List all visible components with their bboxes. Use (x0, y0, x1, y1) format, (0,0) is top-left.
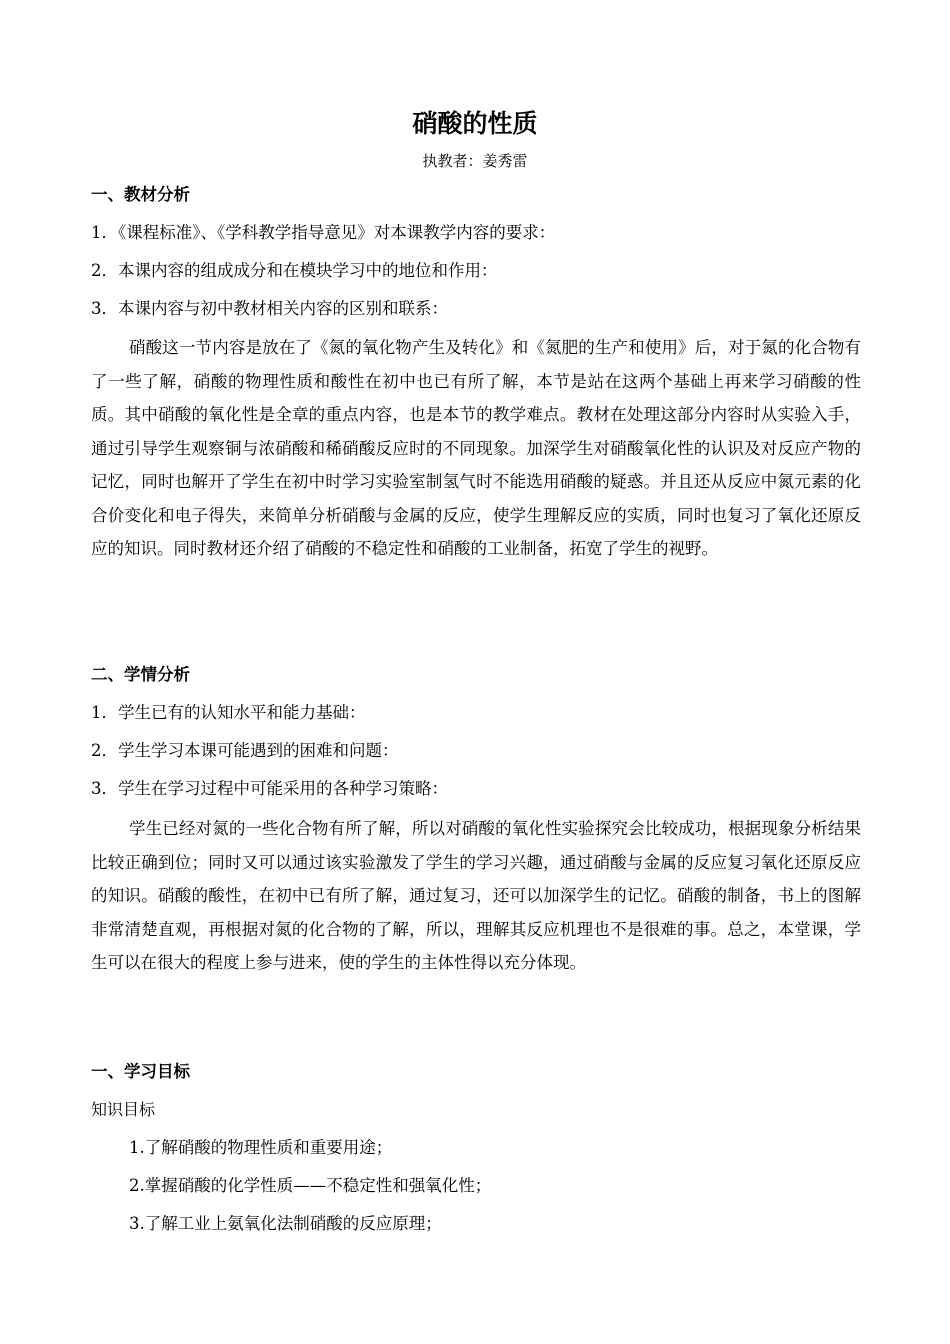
list-item: 2．学生学习本课可能遇到的困难和问题： (91, 741, 399, 760)
list-item: 1．学生已有的认知水平和能力基础： (91, 703, 366, 722)
list-item: 2．本课内容的组成成分和在模块学习中的地位和作用： (91, 261, 498, 280)
document-title: 硝酸的性质 (412, 109, 538, 138)
section-heading-textbook-analysis: 一、教材分析 (91, 185, 190, 204)
subheading-knowledge-goals: 知识目标 (91, 1100, 156, 1119)
list-item: 1.了解硝酸的物理性质和重要用途； (129, 1138, 393, 1157)
body-paragraph-textbook: 硝酸这一节内容是放在了《氮的氧化物产生及转化》和《氮肥的生产和使用》后，对于氮的化合物有了一些了解，硝酸的物理性质和酸性在初中也已有所了解，本节是站在这两个基础上再来学习硝酸的性质。其中硝酸的氧化性是全章的重点内容，也是本节的教学难点。教材在处理这部分内容时从实验入手，通过引导学生观察铜与浓硝酸和稀硝酸反应时的不同现象。加深学生对硝酸氧化性的认识及对反应产物的记忆，同时也解开了学生在初中时学习实验室制氢气时不能选用硝酸的疑惑。并且还从反应中氮元素的化合价变化和电子得失，来简单分析硝酸与金属的反应，使学生理解反应的实质，同时也复习了氧化还原反应的知识。同时教材还介绍了硝酸的不稳定性和硝酸的工业制备，拓宽了学生的视野。 (91, 338, 861, 558)
body-paragraph-learner: 学生已经对氮的一些化合物有所了解，所以对硝酸的氧化性实验探究会比较成功，根据现象分析结果比较正确到位；同时又可以通过该实验激发了学生的学习兴趣，通过硝酸与金属的反应复习氧化还原反应的知识。硝酸的酸性，在初中已有所了解，通过复习，还可以加深学生的记忆。硝酸的制备，书上的图解非常清楚直观，再根据对氮的化合物的了解，所以，理解其反应机理也不是很难的事。总之，本堂课，学生可以在很大的程度上参与进来，使的学生的主体性得以充分体现。 (91, 819, 861, 972)
section-heading-learner-analysis: 二、学情分析 (91, 665, 190, 684)
list-item: 3．本课内容与初中教材相关内容的区别和联系： (91, 299, 448, 318)
list-item: 3.了解工业上氨氧化法制硝酸的反应原理； (129, 1214, 442, 1233)
list-item: 3．学生在学习过程中可能采用的各种学习策略： (91, 779, 448, 798)
author-line: 执教者：姜秀雷 (422, 152, 528, 170)
list-item: 2.掌握硝酸的化学性质——不稳定性和强氧化性； (129, 1176, 492, 1195)
section-heading-learning-goals: 一、学习目标 (91, 1062, 190, 1081)
list-item: 1．《课程标准》、《学科教学指导意见》对本课教学内容的要求： (91, 223, 556, 242)
